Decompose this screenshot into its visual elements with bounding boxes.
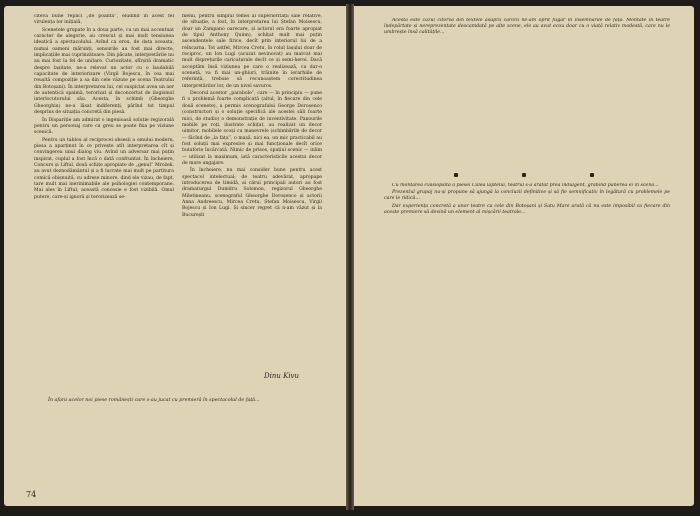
paragraph: Scenetele grupate în a doua parte, cu un mai accentuat caracter de alegorie, au crescut și mai mult tensiunea ideatică a spectacolului. Avînd ca erou, de data aceasta, numai oameni mărunți, sensurile au fost mai directe, implicațiile mai cuprinzătoare. Din păcate, interpretările nu au mai fost la fel de unitare. Curiozitate, sfîrșită dramatic despre lașitate, ne-a relevat un actor cu o laudabilă capacitate de interiorizare (Virgil Bojescu, în cea mai reușită compoziție a sa din cele văzute pe scena Teatrului din Botoșani). În interpretarea lui, cel suspiciat avea un aer de autentică spaimă, terorizat și deconcertat de ilogismul interlocutorului său. Acesta, în schimb (Gheorghe Gheorghiu) ne-a lăsat indiferenți, părînd tot timpul desprins de situația concretă din piesă. bbox=[34, 27, 174, 116]
book-gutter bbox=[346, 4, 354, 510]
left-column-1 bbox=[34, 14, 174, 392]
paragraph: Acesta este cazul cîtorva din textele asupra cărora ne-am oprit fugar în însemnările de față. Montate în teatre îndepărtate și nereprezentate deocamdată pe alte scene, ele au avut ecou doar cu o viață relativ modestă, care nu le umbrește însă calitățile... bbox=[384, 18, 670, 36]
page-number: 74 bbox=[26, 490, 37, 499]
paragraph: În încheiere, nu mai consider bune pentru acest spectacol intelectual; de teatru adevărat, apropape introducerea de timidă, ai cărui principali autori au fost dramaturgul Dumitru Solomon, regizorul Gheorghe Miletineanu, scenograful Gheorghe Doroșenco și actorii Anna Andreescu, Mircea Cretu, Ștefan Moisescu, Virgil Bojescu și Ion Lugi. Și sincer regret că n-am văzut și la București bbox=[182, 168, 322, 218]
paragraph: În Dispariție am admirat o ingenioasă soluție regizorală pentru un personaj care cu greu se poate fixa pe viziune scenică. bbox=[34, 117, 174, 136]
right-page bbox=[354, 6, 694, 506]
divider-dot bbox=[454, 173, 458, 177]
paragraph: Decorul acestor „parabole”, care — în principiu — pune fi o problemă foarte complicată (altul, în fiecare din cele două scenete), a permis scenografului George Doroșenco (constructori și o soluție specifică ale acestei săli foarte mici, de studio) o demonstrație de inventivitate. Panourile mobile pe roți, ilustrate schițat, au realizat un decor uimitor, mobilele scoși cu manevrele (schimbările de decor — făcînd de „la fața”, o mașă, nici ea, un mic practicabil au fost soluții mai expresive și mai funcționale decît orice butaforie încărcată. Nimic de prisos, spațiul scenic — inlim — utilizat la maximum, iată caracteristicile acestui decor de mare angajare. bbox=[182, 91, 322, 166]
paragraph: menii, pentru simplul temei al superiorității sale relative, de situație, a fost, în interpretarea lui Ștefan Moisescu, doar un Zampano oarecare, și actorul era foarte apropiat de tipul Anthony Quinn), schițat mult mai puțin ascendentele sale firice, decît prin interiorul lui de a reîncarna. Tot astfel, Mircea Cretu, în rolul lașului doar de reciproc, un Ion Lugi (acuzat nevinovat) au marcat mai mult disprețurile caricaturale decît ce și semi-heroi. Dacă acceptăm însă viziunea pe care o realizează, cu dar-o scenetă, va fi mai un-ghiuri, trăinite în ierarhiile de referință, trebuie să recunoaștem corectitudinea interpretărilor lor, de un nivel savuros. bbox=[182, 14, 322, 89]
left-page bbox=[4, 6, 346, 506]
paragraph: cîteva bune replici „de poantă”, eludînd în acest fel virulența lor inițială. bbox=[34, 14, 174, 26]
left-column-2 bbox=[182, 14, 322, 384]
divider-dot bbox=[522, 173, 526, 177]
author-signature: Dinu Kivu bbox=[264, 372, 300, 380]
section-divider bbox=[454, 173, 594, 177]
paragraph: Cu montarea cvasiopsită a piesei Calea laptelui, teatrul s-a arătat prea indulgent, grăbind punerea ei în scenă... bbox=[392, 183, 659, 188]
closing-note: În afara acelor noi piese românești care s-au jucat cu premieră în spectacolul de față... bbox=[48, 398, 260, 403]
paragraph: Dar experiența concretă a unor teatre ca cele din Botoșani și Satu Mare arată că nu este imposibil ca fiecare din aceste premiere să devină un element al mișcării teatrale... bbox=[384, 203, 670, 215]
right-intro-text bbox=[384, 18, 670, 166]
paragraph: Prezentul grupaj nu-și propune să ajungă la concluzii definitive și să fie semnificativ în legătură cu problemele pe care le ridică... bbox=[384, 190, 670, 202]
paragraph: Pentru un tablou al reciprocei obsesii a omului modern, piesa a aparținut în ce privește atît interpretarea cît și convingerea unui dialog viu. Avînd un adversar mai puțin inspirat, cuplul a fost încă o dată confruntat. În încheiere, Concurs și Liftul, două schițe apropiate de „genul” Mrożek, au avut deznodământul și a fi lucrate mai mult pe partitura comică obișnuită, cu adrese minore, dind ele vizau, de fapt, tare mult mai inerinimabile ale psihologiei contemporane. Mai ales în Liftul, această concesie e fost vizibilă. Omul putere, care-și ignoră și terorizează se- bbox=[34, 137, 174, 200]
right-body-text bbox=[384, 183, 670, 413]
divider-dot bbox=[590, 173, 594, 177]
